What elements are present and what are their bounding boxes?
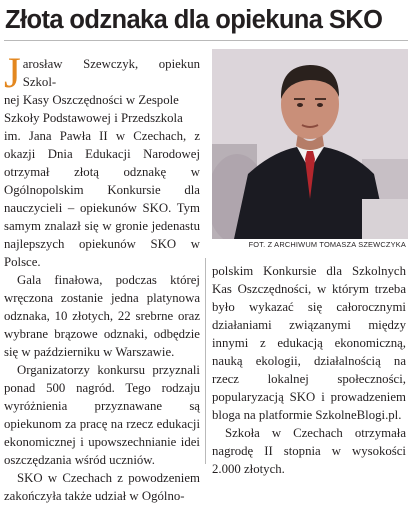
portrait-photo	[212, 49, 408, 239]
article-title: Złota odznaka dla opiekuna SKO	[5, 6, 383, 34]
title-divider	[4, 40, 408, 41]
paragraph-organizers: Organizatorzy konkursu przyznali ponad 500 nagród. Tego rodzaju wyróżnienia przyznawane są opiekunom za pracę na rzecz edukacji ekonomicznej i upowszechnianie idei oszczędzania wśród uczniów.	[4, 363, 200, 467]
column-divider	[205, 258, 206, 464]
paragraph-gala: Gala finałowa, podczas której wręczona zostanie jedna platynowa odznaka, 10 złotych, 22 srebrne oraz wybrane brązowe odznaki, odbędzie się w październiku w Warszawie.	[4, 273, 200, 359]
lead-line-3: Szkoły Podstawowej i Przedszkola	[4, 111, 183, 125]
article-column-right	[212, 262, 406, 478]
lead-line-1: arosław Szewczyk, opiekun Szkol-	[22, 57, 200, 89]
lead-body: im. Jana Pawła II w Czechach, z okazji Dnia Edukacji Narodowej otrzymał złotą odznakę w Ogólnopolskim Konkursie dla nauczycieli – opiekunów SKO. Tym samym znalazł się w gronie jedenastu najlepszych opiekunów SKO w Polsce.	[4, 129, 200, 269]
drop-cap: J	[4, 50, 21, 97]
lead-paragraph	[4, 50, 200, 271]
photo-caption: FOT. Z ARCHIWUM TOMASZA SZEWCZYKA	[248, 240, 406, 249]
paragraph-contest: polskim Konkursie dla Szkolnych Kas Oszczędności, w którym trzeba było wykazać się całorocznymi działaniami związanymi między innymi z edukacją ekonomiczną, nauką ekologii, działalnością na rzecz lokalnej społeczności, popularyzacją SKO i prowadzeniem bloga na platformie SzkolneBlogi.pl.	[212, 264, 406, 422]
lead-line-2: nej Kasy Oszczędności w Zespole	[4, 93, 179, 107]
paragraph-sko-start: SKO w Czechach z powodzeniem zakończyła także udział w Ogólno-	[4, 471, 200, 503]
paragraph-award: Szkoła w Czechach otrzymała nagrodę II stopnia w wysokości 2.000 złotych.	[212, 426, 406, 476]
article-column-left	[4, 50, 200, 505]
